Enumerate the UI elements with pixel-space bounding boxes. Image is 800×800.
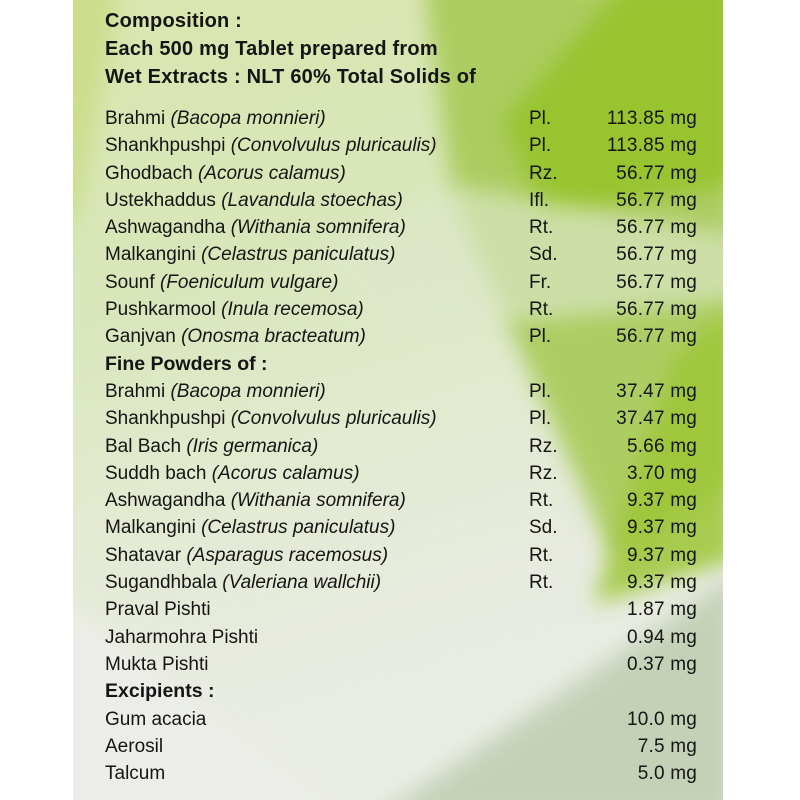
plant-part-abbreviation: Rt. <box>529 572 554 594</box>
quantity: 37.47 mg <box>616 408 697 430</box>
botanical-name: (Iris germanica) <box>186 435 319 457</box>
section-heading: Fine Powders of : <box>105 352 268 375</box>
botanical-name: (Lavandula stoechas) <box>221 189 403 211</box>
plant-part-abbreviation: Rz. <box>529 162 558 184</box>
label-content <box>73 0 723 787</box>
plant-part-abbreviation: Pl. <box>529 108 552 129</box>
botanical-name: (Foeniculum vulgare) <box>159 271 339 293</box>
plant-part-abbreviation: Rt. <box>529 544 554 566</box>
wet-extracts-line: Wet Extracts : NLT 60% Total Solids of <box>105 66 476 88</box>
composition-heading: Composition : <box>105 10 243 32</box>
ingredient-name <box>105 433 529 460</box>
ingredient-name <box>105 132 529 159</box>
ingredient-name <box>105 405 529 432</box>
ingredient-row <box>105 433 723 460</box>
botanical-name: (Withania somnifera) <box>230 490 406 512</box>
common-name: Pushkarmool <box>105 299 216 321</box>
common-name: Gum acacia <box>105 708 207 730</box>
ingredient-name <box>105 569 529 596</box>
common-name: Shatavar <box>105 544 182 566</box>
ingredient-name <box>105 460 529 487</box>
plant-part-abbreviation <box>529 651 585 678</box>
ingredient-row <box>105 487 723 514</box>
quantity: 113.85 mg <box>606 135 697 157</box>
ingredient-name <box>105 269 529 296</box>
ingredient-row <box>105 514 723 541</box>
quantity: 56.77 mg <box>616 271 697 293</box>
common-name: Sounf <box>105 271 155 293</box>
botanical-name: (Asparagus racemosus) <box>186 544 389 566</box>
plant-part-abbreviation <box>529 596 585 623</box>
ingredient-name <box>105 241 529 268</box>
botanical-name: (Convolvulus pluricaulis) <box>230 135 437 157</box>
botanical-name: (Acorus calamus) <box>211 462 360 484</box>
ingredient-name <box>105 596 529 623</box>
ingredient-row <box>105 214 723 241</box>
quantity: 10.0 mg <box>626 708 697 730</box>
quantity: 0.94 mg <box>626 626 697 648</box>
botanical-name: (Withania somnifera) <box>230 217 406 239</box>
plant-part-abbreviation: Rz. <box>529 435 558 457</box>
plant-part-abbreviation: Rt. <box>529 299 554 321</box>
ingredient-name <box>105 487 529 514</box>
quantity: 7.5 mg <box>637 735 697 757</box>
quantity: 0.37 mg <box>626 653 697 675</box>
common-name: Brahmi <box>105 380 166 402</box>
botanical-name: (Inula recemosa) <box>221 299 364 321</box>
ingredient-name <box>105 323 529 350</box>
quantity: 56.77 mg <box>616 244 697 266</box>
ingredient-row <box>105 760 723 787</box>
plant-part-abbreviation: Pl. <box>529 326 552 348</box>
botanical-name: (Acorus calamus) <box>197 162 346 184</box>
ingredient-row <box>105 187 723 214</box>
common-name: Suddh bach <box>105 462 207 484</box>
common-name: Brahmi <box>105 108 166 129</box>
common-name: Aerosil <box>105 735 164 757</box>
botanical-name: (Onosma bracteatum) <box>181 326 366 348</box>
botanical-name: (Bacopa monnieri) <box>170 108 326 129</box>
ingredient-row <box>105 596 723 623</box>
common-name: Shankhpushpi <box>105 408 226 430</box>
quantity: 56.77 mg <box>616 189 697 211</box>
ingredient-row <box>105 241 723 268</box>
ingredient-name <box>105 296 529 323</box>
ingredient-row <box>105 733 723 760</box>
common-name: Ustekhaddus <box>105 189 216 211</box>
plant-part-abbreviation: Fr. <box>529 271 552 293</box>
plant-part-abbreviation: Pl. <box>529 408 552 430</box>
ingredient-row <box>105 132 723 159</box>
ingredient-row <box>105 706 723 733</box>
ingredient-name <box>105 624 529 651</box>
header-spacer <box>105 91 723 105</box>
quantity: 56.77 mg <box>616 299 697 321</box>
botanical-name: (Celastrus paniculatus) <box>201 517 396 539</box>
plant-part-abbreviation: Sd. <box>529 517 558 539</box>
quantity: 9.37 mg <box>626 517 697 539</box>
ingredient-row <box>105 160 723 187</box>
quantity: 56.77 mg <box>616 217 697 239</box>
ingredient-row <box>105 378 723 405</box>
ingredient-table <box>105 105 723 787</box>
plant-part-abbreviation <box>529 624 585 651</box>
common-name: Malkangini <box>105 517 196 539</box>
quantity: 9.37 mg <box>626 490 697 512</box>
botanical-name: (Celastrus paniculatus) <box>201 244 396 266</box>
ingredient-name <box>105 760 529 787</box>
ingredient-row <box>105 460 723 487</box>
ingredient-row <box>105 323 723 350</box>
common-name: Ganjvan <box>105 326 176 348</box>
botanical-name: (Bacopa monnieri) <box>170 380 326 402</box>
ingredient-row <box>105 542 723 569</box>
plant-part-abbreviation: Rt. <box>529 490 554 512</box>
plant-part-abbreviation: Rt. <box>529 217 554 239</box>
tablet-preparation-line: Each 500 mg Tablet prepared from <box>105 38 438 60</box>
ingredient-name <box>105 514 529 541</box>
ingredient-name <box>105 542 529 569</box>
ingredient-name <box>105 733 529 760</box>
quantity: 5.0 mg <box>637 763 697 785</box>
plant-part-abbreviation: Pl. <box>529 380 552 402</box>
ingredient-name <box>105 187 529 214</box>
ingredient-name <box>105 651 529 678</box>
plant-part-abbreviation <box>529 733 585 760</box>
ingredient-row <box>105 105 723 132</box>
ingredient-name <box>105 378 529 405</box>
common-name: Ashwagandha <box>105 490 226 512</box>
quantity: 56.77 mg <box>616 326 697 348</box>
quantity: 37.47 mg <box>616 380 697 402</box>
common-name: Talcum <box>105 763 166 785</box>
plant-part-abbreviation: Ifl. <box>529 189 550 211</box>
quantity: 9.37 mg <box>626 544 697 566</box>
quantity: 56.77 mg <box>616 162 697 184</box>
common-name: Sugandhbala <box>105 572 217 594</box>
botanical-name: (Convolvulus pluricaulis) <box>230 408 437 430</box>
plant-part-abbreviation: Rz. <box>529 462 558 484</box>
quantity: 3.70 mg <box>626 462 697 484</box>
product-label <box>73 0 723 800</box>
plant-part-abbreviation <box>529 760 585 787</box>
common-name: Jaharmohra Pishti <box>105 626 259 648</box>
quantity: 113.85 mg <box>606 108 697 129</box>
ingredient-name <box>105 706 529 733</box>
botanical-name: (Valeriana wallchii) <box>222 572 382 594</box>
common-name: Ashwagandha <box>105 217 226 239</box>
quantity: 1.87 mg <box>626 599 697 621</box>
common-name: Malkangini <box>105 244 196 266</box>
ingredient-row <box>105 624 723 651</box>
common-name: Praval Pishti <box>105 599 211 621</box>
quantity: 9.37 mg <box>626 572 697 594</box>
ingredient-row <box>105 569 723 596</box>
ingredient-name <box>105 214 529 241</box>
ingredient-row <box>105 651 723 678</box>
common-name: Bal Bach <box>105 435 182 457</box>
ingredient-name <box>105 160 529 187</box>
ingredient-row <box>105 405 723 432</box>
plant-part-abbreviation <box>529 706 585 733</box>
ingredient-name <box>105 105 529 132</box>
common-name: Mukta Pishti <box>105 653 209 675</box>
ingredient-row <box>105 269 723 296</box>
plant-part-abbreviation: Pl. <box>529 135 552 157</box>
ingredient-row <box>105 296 723 323</box>
plant-part-abbreviation: Sd. <box>529 244 558 266</box>
common-name: Ghodbach <box>105 162 193 184</box>
common-name: Shankhpushpi <box>105 135 226 157</box>
section-heading: Excipients : <box>105 680 215 703</box>
quantity: 5.66 mg <box>626 435 697 457</box>
